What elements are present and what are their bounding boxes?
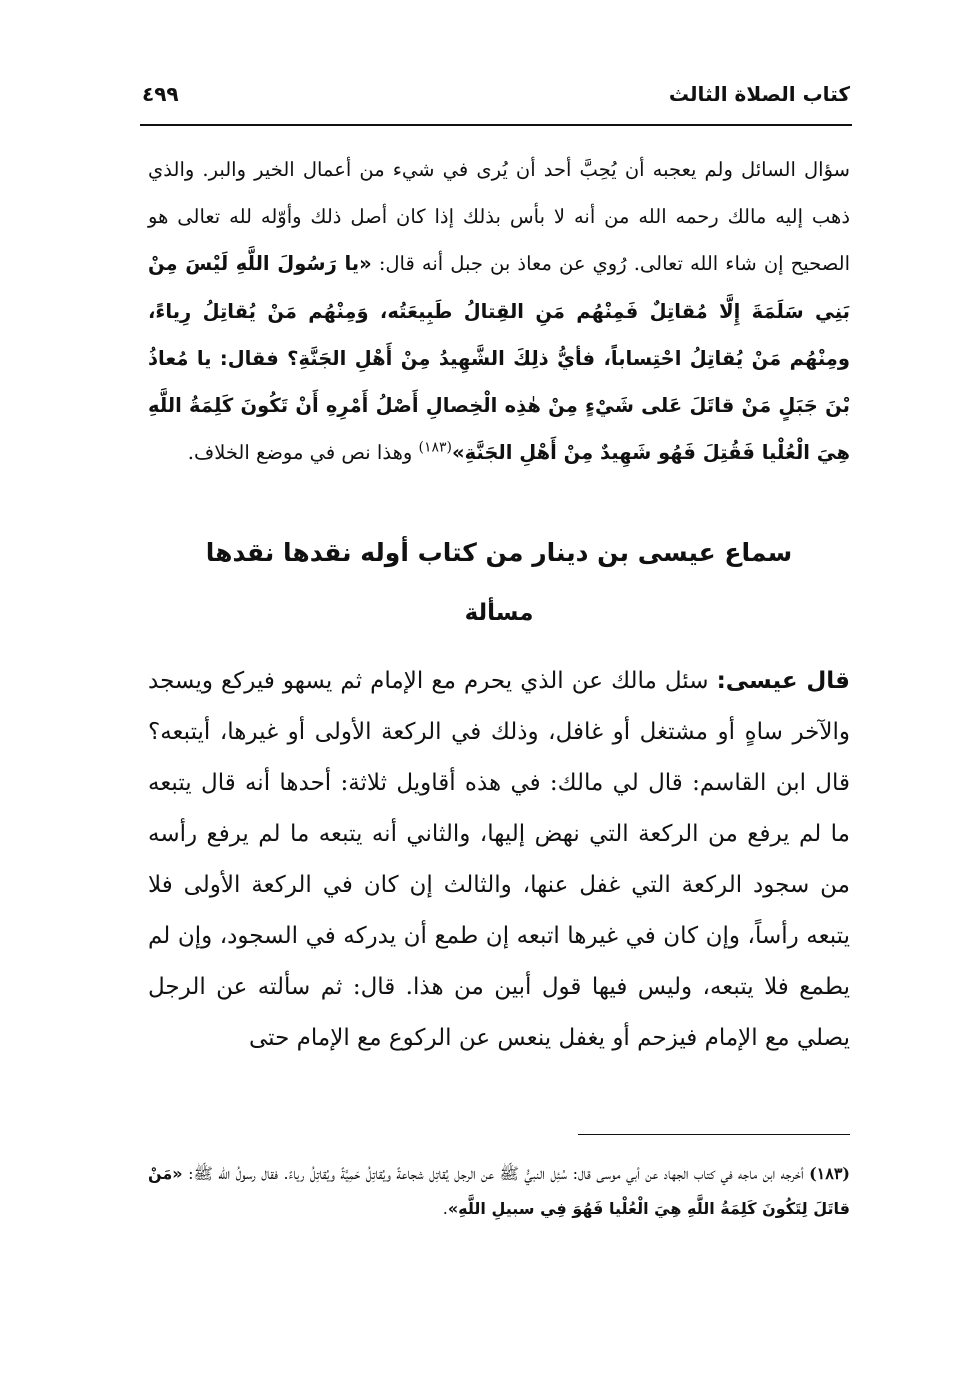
section-heading: سماع عيسى بن دينار من كتاب أوله نقدها نقدها (205, 538, 793, 567)
footnote-reference: (١٨٣) (418, 439, 452, 456)
page-number: ٤٩٩ (142, 82, 179, 106)
footnote-end: . (442, 1199, 448, 1218)
opening-paragraph-block (148, 146, 850, 476)
footnote-separator (578, 1134, 850, 1135)
opening-paragraph (148, 146, 850, 476)
speaker-lead: قال عيسى: (716, 668, 850, 694)
opening-text: سؤال السائل ولم يعجبه أن يُحِبَّ أحد أن يُرى في شيء من أعمال الخير والبر. والذي ذهب إليه مالك رحمه الله من أنه لا بأس بذلك إذا كان أصل ذلك وأوّله لله تعالى هو الصحيح إن شاء الله تعالى. رُوي عن معاذ بن جبل أنه قال: (148, 158, 850, 276)
footnote-quote: «مَنْ قاتَلَ لِتَكُونَ كَلِمَةُ اللَّهِ هِيَ الْعُلْيا فَهُوَ فِي سبيلِ اللَّهِ» (148, 1164, 850, 1218)
issue-paragraph (148, 656, 850, 1064)
header-rule (140, 124, 852, 126)
footnote (148, 1156, 850, 1226)
issue-paragraph-block (148, 656, 850, 1064)
footnote-number: (١٨٣) (809, 1164, 850, 1183)
running-title: كتاب الصلاة الثالث (668, 82, 850, 106)
running-header (142, 78, 850, 118)
issue-text: سئل مالك عن الذي يحرم مع الإمام ثم يسهو فيركع ويسجد والآخر ساهٍ أو مشتغل أو غافل، وذلك في الركعة الأولى أو غيرها، أيتبعه؟ قال ابن القاسم: قال لي مالك: في هذه أقاويل ثلاثة: أحدها أنه قال يتبعه ما لم يرفع من الركعة التي نهض إليها، والثاني أنه يتبعه ما لم يرفع رأسه من سجود الركعة التي غفل عنها، والثالث إن كان في الركعة الأولى فلا يتبعه رأساً، وإن كان في غيرها اتبعه إن طمع أن يدركه في السجود، وإن لم يطمع فلا يتبعه، وليس فيها قول أبين من هذا. قال: ثم سألته عن الرجل يصلي مع الإمام فيزحم أو يغفل ينعس عن الركوع مع الإمام حتى (148, 668, 850, 1051)
hadith-quote: «يا رَسُولَ اللَّهِ لَيْسَ مِنْ بَنِي سَلَمَةَ إِلَّا مُقاتِلٌ فَمِنْهُم مَنِ القِتالُ طَبِيعَتُه، وَمِنْهُم مَنْ يُقاتِلُ رِياءً، ومِنْهُم مَنْ يُقاتِلُ احْتِساباً، فأيُّ ذلِكَ الشَّهِيدُ مِنْ أَهْلِ الجَنَّةِ؟ فقال: يا مُعاذُ بْنَ جَبَلٍ مَنْ قاتَلَ عَلى شَيْءٍ مِنْ هٰذِه الْخِصالِ أَصْلُ أَمْرِهِ أَنْ تَكُونَ كَلِمَةُ اللَّهِ هِيَ الْعُلْيا فَقُتِلَ فَهُو شَهِيدٌ مِنْ أَهْلِ الجَنَّةِ» (148, 252, 850, 465)
closing-text: وهذا نص في موضع الخلاف. (187, 441, 419, 465)
issue-heading: مسألة (464, 600, 534, 626)
footnote-text: أخرجه ابن ماجه في كتاب الجهاد عن أبي موسى قال: سُئِل النبيُّ ﷺ عن الرجل يُقاتِل شجاعةً ويُقاتِلُ حَمِيَّةً ويُقاتِلُ رياءً. فقال رسولُ الله ﷺ: (182, 1164, 810, 1183)
footnote-block (148, 1156, 850, 1226)
